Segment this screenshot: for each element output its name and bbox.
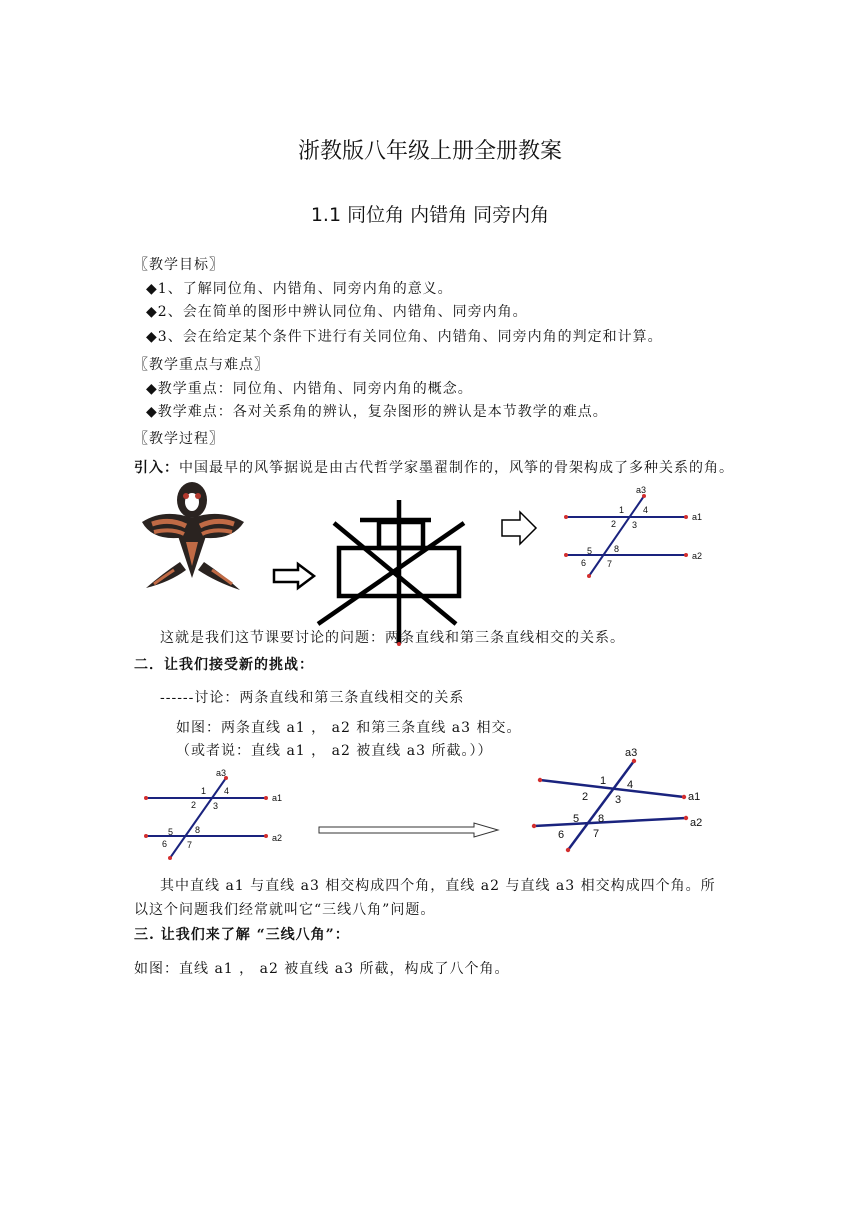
diamond-bullet-icon: ◆	[146, 281, 158, 297]
angle-label: 7	[593, 828, 600, 840]
line-label-a3: a3	[636, 485, 647, 495]
paragraph-line-1: 其中直线 a1 与直线 a3 相交构成四个角，直线 a2 与直线 a3 相交构成四个角。所	[160, 878, 716, 894]
section3-heading: 三. 让我们来了解 “三线八角”：	[134, 927, 350, 943]
page-title: 浙教版八年级上册全册教案	[297, 139, 562, 164]
angle-label: 6	[581, 558, 587, 568]
key-point-2: ◆教学难点：各对关系角的辨认，复杂图形的辨认是本节教学的难点。	[146, 404, 608, 420]
angle-label: 5	[168, 827, 174, 837]
angle-label: 1	[619, 505, 625, 515]
arrow-right-icon	[500, 510, 538, 546]
angle-label: 8	[598, 813, 605, 825]
goal-item-1: ◆1、了解同位角、内错角、同旁内角的意义。	[146, 281, 453, 297]
angle-label: 5	[587, 546, 593, 556]
section3-line: 如图：直线 a1 ， a2 被直线 a3 所截，构成了八个角。	[134, 961, 510, 977]
line-label-a1: a1	[272, 793, 283, 803]
paragraph-line-2: 以这个问题我们经常就叫它“三线八角”问题。	[134, 902, 436, 918]
line-label-a3: a3	[216, 768, 227, 778]
angle-label: 7	[607, 559, 613, 569]
angle-label: 4	[643, 505, 649, 515]
angle-label: 4	[627, 779, 634, 791]
angle-label: 8	[195, 825, 201, 835]
angle-label: 2	[191, 800, 197, 810]
three-lines-diagram	[136, 766, 296, 862]
intro-paragraph: 引入：中国最早的风筝据说是由古代哲学家墨翟制作的，风筝的骨架构成了多种关系的角。	[134, 460, 734, 476]
intro-label: 引入：	[134, 460, 179, 476]
angle-label: 7	[187, 840, 193, 850]
diamond-bullet-icon: ◆	[146, 381, 158, 397]
three-lines-diagram-nonparallel	[528, 742, 718, 858]
diamond-bullet-icon: ◆	[146, 329, 158, 345]
figure-description-1: 如图：两条直线 a1 ， a2 和第三条直线 a3 相交。	[176, 720, 522, 736]
key-points-heading: 〖教学重点与难点〗	[134, 357, 269, 373]
angle-label: 4	[224, 786, 230, 796]
angle-label: 2	[611, 519, 617, 529]
diamond-bullet-icon: ◆	[146, 404, 158, 420]
intro-conclusion: 这就是我们这节课要讨论的问题：两条直线和第三条直线相交的关系。	[160, 630, 625, 646]
line-label-a2: a2	[692, 551, 703, 561]
line-label-a1: a1	[688, 791, 701, 803]
challenge-heading: 二．让我们接受新的挑战：	[134, 657, 314, 673]
line-label-a1: a1	[692, 512, 703, 522]
angle-label: 6	[162, 839, 168, 849]
angle-label: 5	[573, 813, 580, 825]
long-arrow-right-icon	[318, 822, 500, 838]
line-label-a3: a3	[625, 747, 638, 759]
diamond-bullet-icon: ◆	[146, 304, 158, 320]
goal-item-3: ◆3、会在给定某个条件下进行有关同位角、内错角、同旁内角的判定和计算。	[146, 329, 663, 345]
goal-item-2: ◆2、会在简单的图形中辨认同位角、内错角、同旁内角。	[146, 304, 528, 320]
key-point-1: ◆教学重点：同位角、内错角、同旁内角的概念。	[146, 381, 473, 397]
process-heading: 〖教学过程〗	[134, 431, 224, 447]
angle-label: 3	[615, 794, 622, 806]
angle-label: 1	[600, 775, 607, 787]
kite-skeleton-diagram	[306, 498, 476, 648]
angle-label: 3	[213, 801, 219, 811]
line-label-a2: a2	[690, 817, 703, 829]
angle-label: 6	[558, 829, 565, 841]
angle-label: 3	[632, 520, 638, 530]
kite-image	[134, 478, 252, 596]
angle-label: 2	[582, 791, 589, 803]
angle-label: 8	[614, 544, 620, 554]
line-label-a2: a2	[272, 833, 283, 843]
discussion-line: ------讨论：两条直线和第三条直线相交的关系	[160, 690, 465, 706]
section-title: 1.1 同位角 内错角 同旁内角	[310, 204, 550, 226]
goals-heading: 〖教学目标〗	[134, 257, 224, 273]
angle-label: 1	[201, 786, 207, 796]
figure-description-2: （或者说：直线 a1 ， a2 被直线 a3 所截。））	[176, 743, 493, 759]
three-lines-diagram	[556, 484, 716, 580]
